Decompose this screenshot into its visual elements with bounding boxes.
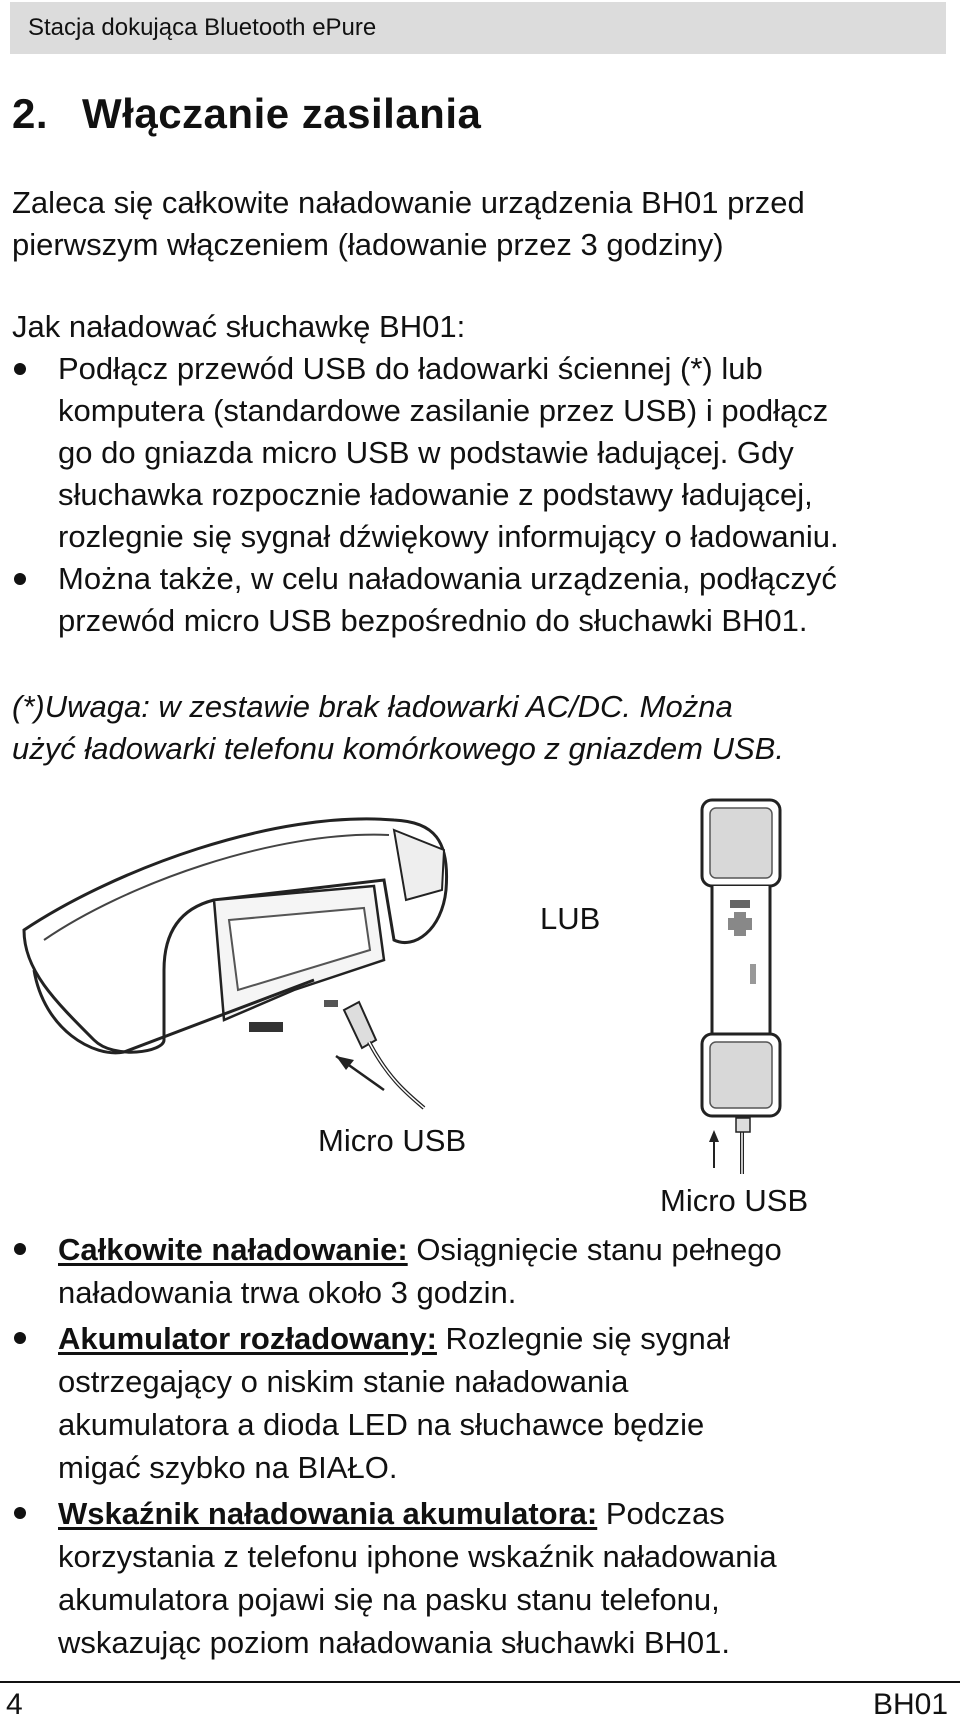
note-paragraph: (*)Uwaga: w zestawie brak ładowarki AC/DC. Można użyć ładowarki telefonu komórkowego z gniazdem USB. [12, 689, 784, 766]
intro-line-2: pierwszym włączeniem (ładowanie przez 3 godziny) [12, 227, 724, 262]
section-title [12, 88, 481, 140]
bullet-dot [14, 1507, 26, 1519]
footer-divider [0, 1681, 960, 1683]
status-term: Wskaźnik naładowania akumulatora: [58, 1496, 598, 1531]
howto-heading: Jak naładować słuchawkę BH01: [12, 309, 466, 344]
dock-micro-usb-label: Micro USB [318, 1123, 467, 1158]
bullet-dot [14, 1243, 26, 1255]
howto-list [0, 348, 950, 642]
charging-dock-illustration [14, 790, 464, 1110]
section-title-text: Włączanie zasilania [82, 90, 482, 137]
howto-bullet-1: Podłącz przewód USB do ładowarki ściennej (*) lub komputera (standardowe zasilanie przez USB) i podłącz go do gniazda micro USB w podstawie ładującej. Gdy słuchawka rozpocznie ładowanie z podstawy ładującej, rozlegnie się sygnał dźwiękowy informujący o ładowaniu. [0, 348, 950, 558]
status-term: Akumulator rozładowany: [58, 1321, 437, 1356]
status-item-battery-indicator: Wskaźnik naładowania akumulatora: Podczas korzystania z telefonu iphone wskaźnik naładowania akumulatora pojawi się na pasku stanu telefonu, wskazując poziom naładowania słuchawki BH01. [0, 1492, 950, 1664]
handset-illustration [690, 796, 790, 1176]
status-item-full-charge: Całkowite naładowanie: Osiągnięcie stanu pełnego naładowania trwa około 3 godzin. [0, 1228, 950, 1314]
or-label: LUB [540, 901, 601, 936]
bullet-dot [14, 573, 26, 585]
status-item-battery-low: Akumulator rozładowany: Rozlegnie się sygnał ostrzegający o niskim stanie naładowania akumulatora a dioda LED na słuchawce będzie migać szybko na BIAŁO. [0, 1317, 950, 1489]
intro-paragraph [12, 182, 942, 266]
bullet-dot [14, 363, 26, 375]
intro-line-1: Zaleca się całkowite naładowanie urządzenia BH01 przed [12, 185, 805, 220]
handset-micro-usb-label: Micro USB [660, 1183, 809, 1218]
howto-bullet-2: Można także, w celu naładowania urządzenia, podłączyć przewód micro USB bezpośrednio do słuchawki BH01. [0, 558, 950, 642]
page-number: 4 [6, 1688, 23, 1721]
page-header: Stacja dokująca Bluetooth ePure [10, 2, 946, 54]
section-number: 2. [12, 90, 49, 137]
status-term: Całkowite naładowanie: [58, 1232, 408, 1267]
bullet-dot [14, 1332, 26, 1344]
model-name: BH01 [872, 1688, 948, 1721]
status-list [0, 1228, 950, 1664]
